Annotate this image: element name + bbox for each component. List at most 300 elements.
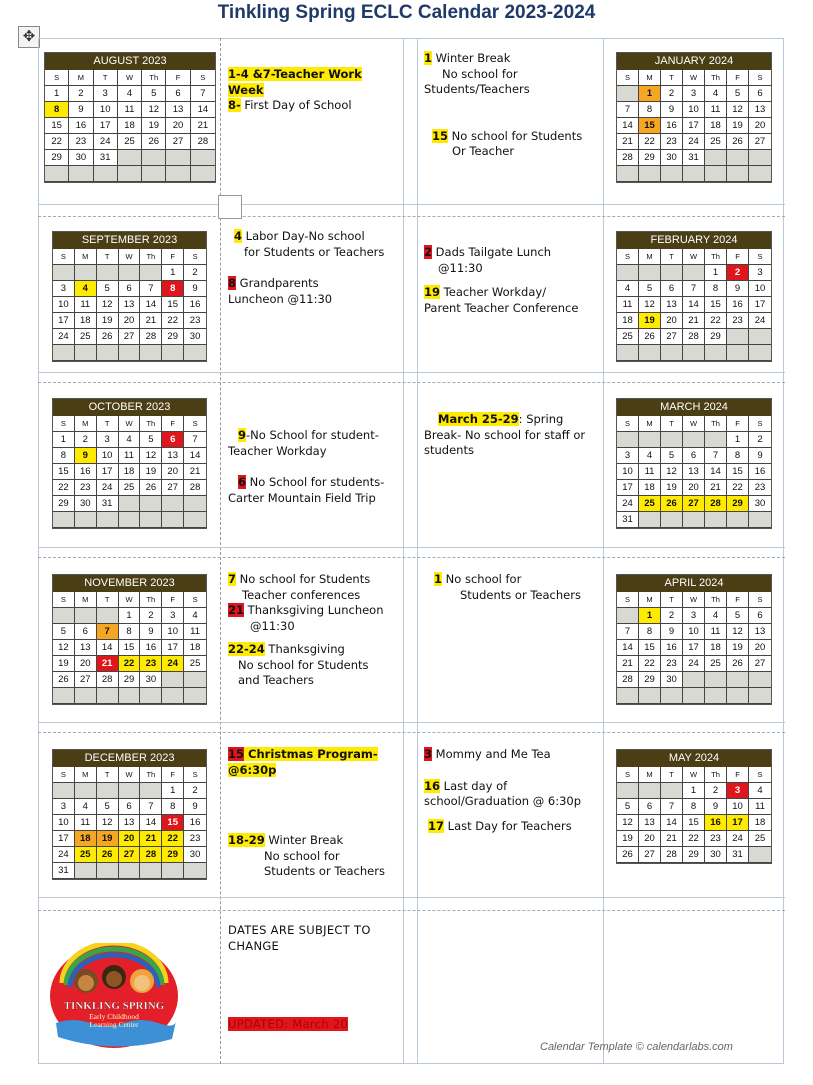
weekday-header: S	[191, 70, 215, 86]
event-text: Or Teacher	[452, 144, 515, 158]
day-cell: 7	[705, 448, 727, 464]
row-divider	[38, 382, 785, 383]
empty-cell	[617, 608, 639, 624]
day-cell: 4	[617, 281, 639, 297]
day-cell: 5	[97, 281, 119, 297]
weekday-header: M	[75, 767, 97, 783]
empty-cell	[162, 672, 184, 688]
day-cell: 25	[617, 329, 639, 345]
day-cell: 5	[661, 448, 683, 464]
day-cell: 16	[184, 297, 206, 313]
event-text: -No School for student-	[246, 428, 379, 442]
day-cell: 23	[661, 656, 683, 672]
empty-cell	[727, 329, 749, 345]
event-date: 1	[424, 51, 433, 65]
empty-cell	[69, 166, 93, 182]
day-cell: 12	[140, 448, 162, 464]
event-date: 1	[434, 572, 443, 586]
day-cell: 3	[617, 448, 639, 464]
day-cell: 3	[97, 432, 119, 448]
empty-cell	[184, 863, 206, 879]
empty-cell	[639, 512, 661, 528]
weekday-header: Th	[142, 70, 166, 86]
day-cell: 18	[639, 480, 661, 496]
weekday-header: W	[119, 592, 141, 608]
event-text: No school for	[442, 572, 522, 586]
weekday-header: Th	[705, 249, 727, 265]
month-header: MAY 2024	[617, 750, 771, 767]
empty-cell	[75, 512, 97, 528]
empty-cell	[53, 512, 75, 528]
day-cell: 20	[162, 464, 184, 480]
day-cell: 3	[94, 86, 118, 102]
day-cell: 12	[727, 102, 749, 118]
weekday-header: S	[45, 70, 69, 86]
day-cell: 14	[617, 118, 639, 134]
calendar-aug	[44, 52, 216, 183]
empty-cell	[683, 672, 705, 688]
day-cell: 26	[53, 672, 75, 688]
day-cell: 28	[97, 672, 119, 688]
row-divider	[38, 547, 785, 548]
weekday-header: F	[727, 416, 749, 432]
day-cell: 17	[727, 815, 749, 831]
empty-cell	[705, 150, 727, 166]
day-cell: 6	[75, 624, 97, 640]
row-divider	[38, 372, 785, 373]
day-cell: 7	[617, 102, 639, 118]
empty-cell	[617, 783, 639, 799]
day-cell: 21	[191, 118, 215, 134]
day-cell: 24	[53, 847, 75, 863]
day-cell: 13	[661, 297, 683, 313]
day-cell: 7	[140, 799, 162, 815]
day-cell: 6	[683, 448, 705, 464]
day-cell: 24	[683, 656, 705, 672]
empty-cell	[639, 432, 661, 448]
day-cell: 1	[683, 783, 705, 799]
day-cell: 3	[162, 608, 184, 624]
day-cell: 15	[705, 297, 727, 313]
day-cell: 20	[683, 480, 705, 496]
weekday-header: Th	[705, 70, 727, 86]
day-cell: 19	[661, 480, 683, 496]
events-nov	[228, 572, 400, 689]
day-cell: 26	[617, 847, 639, 863]
day-cell: 23	[184, 313, 206, 329]
weekday-header: Th	[705, 592, 727, 608]
table-move-handle-icon[interactable]: ✥	[18, 26, 40, 48]
empty-cell	[683, 432, 705, 448]
empty-cell	[166, 166, 190, 182]
day-cell: 28	[617, 672, 639, 688]
day-cell: 9	[184, 281, 206, 297]
day-cell: 9	[661, 624, 683, 640]
day-cell: 28	[661, 847, 683, 863]
day-cell: 1	[727, 432, 749, 448]
day-cell: 4	[75, 281, 97, 297]
event-text: : Spring	[518, 412, 564, 426]
day-cell: 3	[53, 799, 75, 815]
empty-cell	[140, 783, 162, 799]
event-text: Thanksgiving	[264, 642, 345, 656]
weekday-header: S	[617, 767, 639, 783]
empty-cell	[705, 345, 727, 361]
event-date: 15	[228, 747, 245, 761]
day-cell: 20	[166, 118, 190, 134]
event-text: Carter Mountain Field Trip	[228, 490, 376, 505]
day-cell: 12	[97, 297, 119, 313]
empty-cell	[97, 783, 119, 799]
empty-cell	[119, 783, 141, 799]
notice-block	[228, 923, 400, 1033]
weekday-header: M	[75, 249, 97, 265]
empty-cell	[53, 265, 75, 281]
event-date: 15	[432, 128, 449, 143]
day-cell: 3	[749, 265, 771, 281]
event-date-range: 22-24	[228, 642, 265, 656]
day-cell: 26	[97, 847, 119, 863]
empty-cell	[749, 688, 771, 704]
weekday-header: W	[683, 70, 705, 86]
weekday-header: T	[661, 70, 683, 86]
empty-cell	[119, 512, 141, 528]
day-cell: 2	[749, 432, 771, 448]
day-cell: 22	[162, 313, 184, 329]
day-cell: 7	[617, 624, 639, 640]
event-text: Grandparents	[236, 276, 319, 290]
empty-cell	[661, 166, 683, 182]
empty-cell	[749, 847, 771, 863]
day-cell: 10	[683, 624, 705, 640]
day-cell: 2	[184, 783, 206, 799]
weekday-header: S	[617, 416, 639, 432]
weekday-header: F	[727, 767, 749, 783]
empty-cell	[184, 496, 206, 512]
day-cell: 29	[727, 496, 749, 512]
day-cell: 30	[184, 847, 206, 863]
empty-cell	[53, 345, 75, 361]
day-cell: 14	[184, 448, 206, 464]
day-cell: 1	[639, 608, 661, 624]
event-text: Students or Teachers	[460, 587, 581, 602]
event-date: 19	[424, 285, 441, 299]
day-cell: 29	[45, 150, 69, 166]
month-grid	[617, 592, 771, 704]
logo-text: Early Childhood	[89, 1012, 139, 1021]
day-cell: 7	[184, 432, 206, 448]
day-cell: 13	[749, 624, 771, 640]
day-cell: 19	[97, 313, 119, 329]
day-cell: 23	[75, 480, 97, 496]
day-cell: 24	[53, 329, 75, 345]
empty-cell	[639, 166, 661, 182]
day-cell: 14	[661, 815, 683, 831]
empty-cell	[683, 345, 705, 361]
day-cell: 11	[75, 297, 97, 313]
weekday-header: W	[119, 767, 141, 783]
event-date: 8	[228, 276, 237, 290]
day-cell: 28	[140, 847, 162, 863]
cell-selection-box[interactable]	[218, 195, 242, 219]
day-cell: 15	[639, 118, 661, 134]
day-cell: 30	[75, 496, 97, 512]
day-cell: 20	[119, 313, 141, 329]
day-cell: 19	[617, 831, 639, 847]
empty-cell	[705, 432, 727, 448]
weekday-header: F	[727, 592, 749, 608]
day-cell: 26	[661, 496, 683, 512]
event-text: and Teachers	[238, 673, 314, 687]
empty-cell	[749, 672, 771, 688]
event-text: Luncheon @11:30	[228, 291, 333, 306]
updated-date: UPDATED: March 20	[228, 1017, 349, 1031]
day-cell: 23	[661, 134, 683, 150]
day-cell: 16	[184, 815, 206, 831]
day-cell: 5	[142, 86, 166, 102]
day-cell: 16	[661, 118, 683, 134]
row-divider	[38, 557, 785, 558]
events-feb	[424, 245, 602, 316]
weekday-header: S	[749, 767, 771, 783]
event-text: students	[424, 443, 474, 457]
day-cell: 17	[53, 313, 75, 329]
weekday-header: S	[749, 416, 771, 432]
day-cell: 17	[94, 118, 118, 134]
day-cell: 31	[683, 150, 705, 166]
event-date-range: Week	[228, 82, 264, 97]
day-cell: 21	[661, 831, 683, 847]
event-date: 17	[428, 818, 445, 833]
empty-cell	[75, 608, 97, 624]
day-cell: 17	[683, 640, 705, 656]
day-cell: 25	[705, 134, 727, 150]
day-cell: 14	[617, 640, 639, 656]
day-cell: 8	[683, 799, 705, 815]
day-cell: 16	[661, 640, 683, 656]
day-cell: 21	[705, 480, 727, 496]
empty-cell	[97, 512, 119, 528]
day-cell: 19	[727, 640, 749, 656]
day-cell: 18	[184, 640, 206, 656]
event-text: Mommy and Me Tea	[432, 747, 551, 761]
empty-cell	[162, 863, 184, 879]
day-cell: 28	[184, 480, 206, 496]
day-cell: 30	[705, 847, 727, 863]
day-cell: 27	[639, 847, 661, 863]
day-cell: 8	[639, 102, 661, 118]
day-cell: 19	[97, 831, 119, 847]
calendar-dec	[52, 749, 207, 880]
day-cell: 25	[118, 134, 142, 150]
day-cell: 25	[749, 831, 771, 847]
empty-cell	[162, 496, 184, 512]
empty-cell	[705, 672, 727, 688]
event-date: 2	[424, 245, 433, 259]
month-grid	[53, 249, 206, 361]
day-cell: 27	[661, 329, 683, 345]
event-text: for Students or Teachers	[244, 244, 385, 259]
day-cell: 22	[119, 656, 141, 672]
month-header: JANUARY 2024	[617, 53, 771, 70]
day-cell: 12	[142, 102, 166, 118]
weekday-header: F	[727, 249, 749, 265]
events-aug	[228, 67, 398, 114]
day-cell: 30	[140, 672, 162, 688]
weekday-header: Th	[140, 249, 162, 265]
day-cell: 29	[683, 847, 705, 863]
day-cell: 11	[617, 297, 639, 313]
empty-cell	[118, 150, 142, 166]
weekday-header: T	[661, 416, 683, 432]
day-cell: 26	[97, 329, 119, 345]
day-cell: 20	[749, 118, 771, 134]
day-cell: 22	[639, 134, 661, 150]
empty-cell	[705, 512, 727, 528]
day-cell: 1	[639, 86, 661, 102]
day-cell: 28	[191, 134, 215, 150]
empty-cell	[97, 688, 119, 704]
empty-cell	[53, 783, 75, 799]
weekday-header: M	[639, 249, 661, 265]
month-header: DECEMBER 2023	[53, 750, 206, 767]
weekday-header: Th	[140, 592, 162, 608]
empty-cell	[184, 345, 206, 361]
event-text: No school for Students	[238, 657, 369, 672]
day-cell: 19	[53, 656, 75, 672]
empty-cell	[119, 863, 141, 879]
weekday-header: S	[184, 592, 206, 608]
day-cell: 2	[184, 265, 206, 281]
events-jan	[424, 51, 602, 160]
day-cell: 16	[705, 815, 727, 831]
day-cell: 4	[705, 608, 727, 624]
weekday-header: S	[184, 416, 206, 432]
empty-cell	[184, 512, 206, 528]
day-cell: 12	[617, 815, 639, 831]
day-cell: 31	[94, 150, 118, 166]
weekday-header: S	[53, 767, 75, 783]
row-divider	[38, 732, 785, 733]
event-date: 16	[424, 778, 441, 793]
event-text: Teacher conferences	[242, 587, 361, 602]
month-grid	[617, 70, 771, 182]
day-cell: 4	[184, 608, 206, 624]
day-cell: 16	[749, 464, 771, 480]
empty-cell	[617, 688, 639, 704]
day-cell: 10	[162, 624, 184, 640]
day-cell: 18	[119, 464, 141, 480]
day-cell: 7	[661, 799, 683, 815]
day-cell: 4	[118, 86, 142, 102]
calendar-apr	[616, 574, 772, 705]
day-cell: 10	[94, 102, 118, 118]
weekday-header: T	[661, 767, 683, 783]
empty-cell	[749, 166, 771, 182]
day-cell: 17	[617, 480, 639, 496]
row-divider	[38, 897, 785, 898]
empty-cell	[727, 512, 749, 528]
day-cell: 24	[749, 313, 771, 329]
day-cell: 3	[53, 281, 75, 297]
day-cell: 30	[184, 329, 206, 345]
day-cell: 28	[140, 329, 162, 345]
row-divider	[38, 722, 785, 723]
day-cell: 26	[140, 480, 162, 496]
event-text: Winter Break	[264, 833, 344, 847]
day-cell: 25	[75, 329, 97, 345]
day-cell: 22	[53, 480, 75, 496]
day-cell: 11	[184, 624, 206, 640]
day-cell: 11	[639, 464, 661, 480]
day-cell: 21	[97, 656, 119, 672]
weekday-header: S	[53, 592, 75, 608]
day-cell: 23	[749, 480, 771, 496]
day-cell: 29	[53, 496, 75, 512]
calendar-oct	[52, 398, 207, 529]
notice-text: CHANGE	[228, 938, 280, 953]
weekday-header: S	[749, 592, 771, 608]
month-grid	[617, 767, 771, 863]
event-text: No school for	[264, 848, 340, 863]
day-cell: 6	[162, 432, 184, 448]
calendar-may	[616, 749, 772, 864]
month-grid	[53, 592, 206, 704]
empty-cell	[45, 166, 69, 182]
event-date-range: March 25-29	[438, 412, 519, 426]
day-cell: 10	[683, 102, 705, 118]
day-cell: 21	[140, 313, 162, 329]
empty-cell	[166, 150, 190, 166]
event-date: 9	[238, 428, 247, 442]
event-date-range: 18-29	[228, 833, 265, 847]
day-cell: 13	[639, 815, 661, 831]
day-cell: 14	[140, 297, 162, 313]
day-cell: 28	[705, 496, 727, 512]
day-cell: 9	[184, 799, 206, 815]
row-divider	[38, 910, 785, 911]
empty-cell	[97, 265, 119, 281]
weekday-header: T	[97, 416, 119, 432]
empty-cell	[162, 512, 184, 528]
day-cell: 9	[69, 102, 93, 118]
day-cell: 16	[75, 464, 97, 480]
day-cell: 8	[639, 624, 661, 640]
empty-cell	[75, 265, 97, 281]
day-cell: 21	[617, 656, 639, 672]
school-logo	[48, 943, 180, 1049]
events-dec	[228, 747, 400, 880]
empty-cell	[191, 166, 215, 182]
day-cell: 1	[705, 265, 727, 281]
day-cell: 5	[727, 608, 749, 624]
empty-cell	[75, 783, 97, 799]
day-cell: 5	[639, 281, 661, 297]
month-header: APRIL 2024	[617, 575, 771, 592]
weekday-header: T	[97, 767, 119, 783]
day-cell: 27	[749, 656, 771, 672]
empty-cell	[140, 512, 162, 528]
day-cell: 14	[140, 815, 162, 831]
empty-cell	[97, 345, 119, 361]
event-date: 3	[424, 747, 433, 761]
day-cell: 14	[191, 102, 215, 118]
day-cell: 26	[727, 656, 749, 672]
month-grid	[53, 416, 206, 528]
day-cell: 11	[705, 102, 727, 118]
day-cell: 10	[749, 281, 771, 297]
day-cell: 26	[639, 329, 661, 345]
